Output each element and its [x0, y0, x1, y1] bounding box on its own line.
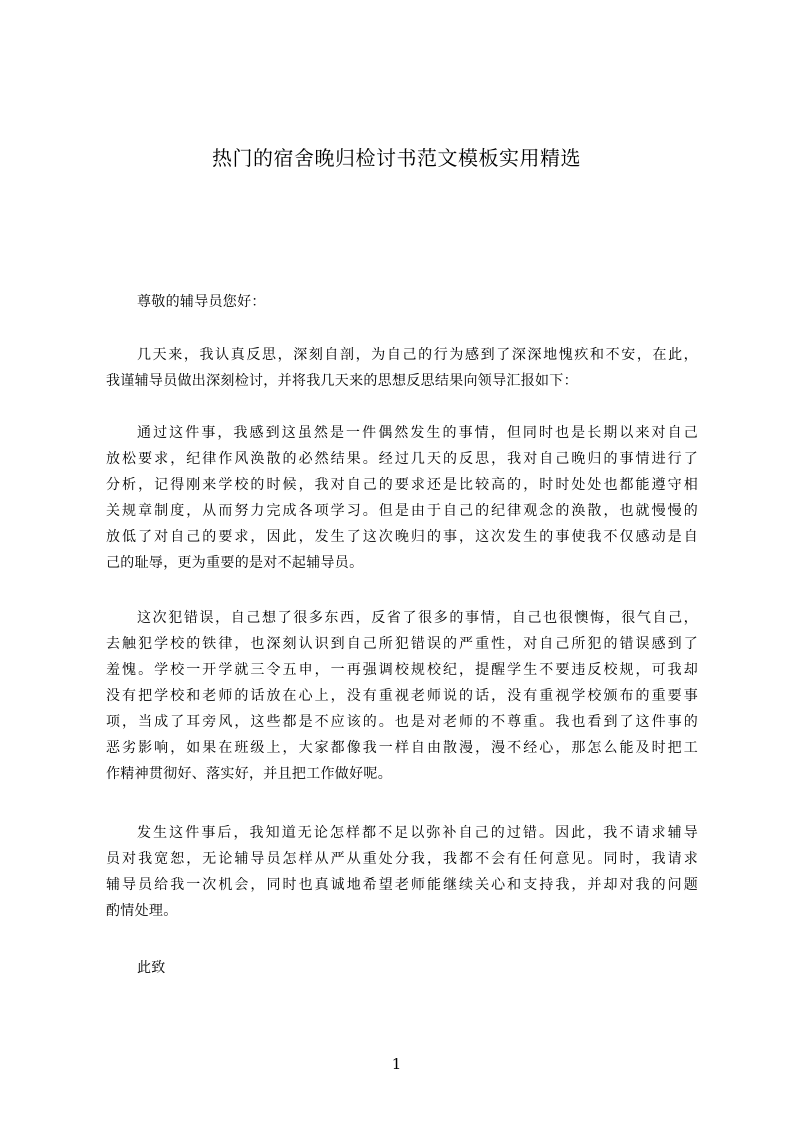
closing-line: 此致	[137, 960, 166, 976]
paragraph-line: 通过这件事，我感到这虽然是一件偶然发生的事情，但同时也是长期以来对自己	[137, 425, 698, 441]
paragraph-line: 项，当成了耳旁风，这些都是不应该的。也是对老师的不尊重。我也看到了这件事的	[106, 714, 698, 730]
paragraph-line: 发生这件事后，我知道无论怎样都不足以弥补自己的过错。因此，我不请求辅导	[137, 825, 698, 841]
paragraph-line: 关规章制度，从而努力完成各项学习。但是由于自己的纪律观念的涣散，也就慢慢的	[106, 503, 698, 519]
paragraph-line: 员对我宽恕，无论辅导员怎样从严从重处分我，我都不会有任何意见。同时，我请求	[106, 851, 698, 867]
paragraph-line: 酌情处理。	[106, 903, 178, 919]
paragraph-line: 辅导员给我一次机会，同时也真诚地希望老师能继续关心和支持我，并却对我的问题	[106, 877, 698, 893]
closing	[106, 955, 698, 981]
salutation-line: 尊敬的辅导员您好：	[137, 294, 266, 310]
paragraph-line: 羞愧。学校一开学就三令五申，一再强调校规校纪，提醒学生不要违反校规，可我却	[106, 662, 698, 678]
document-title: 热门的宿舍晚归检讨书范文模板实用精选	[212, 146, 581, 170]
paragraph-line: 几天来，我认真反思，深刻自剖，为自己的行为感到了深深地愧疚和不安，在此，	[137, 347, 698, 363]
paragraph-line: 我谨辅导员做出深刻检讨，并将我几天来的思想反思结果向领导汇报如下：	[106, 373, 578, 389]
paragraph-line: 放低了对自己的要求，因此，发生了这次晚归的事，这次发生的事使我不仅感动是自	[106, 529, 698, 545]
paragraph-line: 去触犯学校的铁律，也深刻认识到自己所犯错误的严重性，对自己所犯的错误感到了	[106, 636, 698, 652]
paragraph-line: 放松要求，纪律作风涣散的必然结果。经过几天的反思，我对自己晚归的事情进行了	[106, 451, 698, 467]
paragraph-1	[106, 342, 698, 394]
salutation	[106, 289, 698, 315]
paragraph-line: 没有把学校和老师的话放在心上，没有重视老师说的话，没有重视学校颁布的重要事	[106, 688, 698, 704]
paragraph-line: 恶劣影响，如果在班级上，大家都像我一样自由散漫，漫不经心，那怎么能及时把工	[106, 740, 698, 756]
paragraph-4	[106, 820, 698, 924]
paragraph-line: 作精神贯彻好、落实好，并且把工作做好呢。	[106, 766, 392, 782]
page-number: 1	[391, 1055, 402, 1073]
paragraph-3	[106, 605, 698, 787]
paragraph-line: 这次犯错误，自己想了很多东西，反省了很多的事情，自己也很懊悔，很气自己，	[137, 610, 698, 626]
paragraph-line: 分析，记得刚来学校的时候，我对自己的要求还是比较高的，时时处处也都能遵守相	[106, 477, 698, 493]
paragraph-line: 己的耻辱，更为重要的是对不起辅导员。	[106, 555, 364, 571]
paragraph-2	[106, 420, 698, 576]
